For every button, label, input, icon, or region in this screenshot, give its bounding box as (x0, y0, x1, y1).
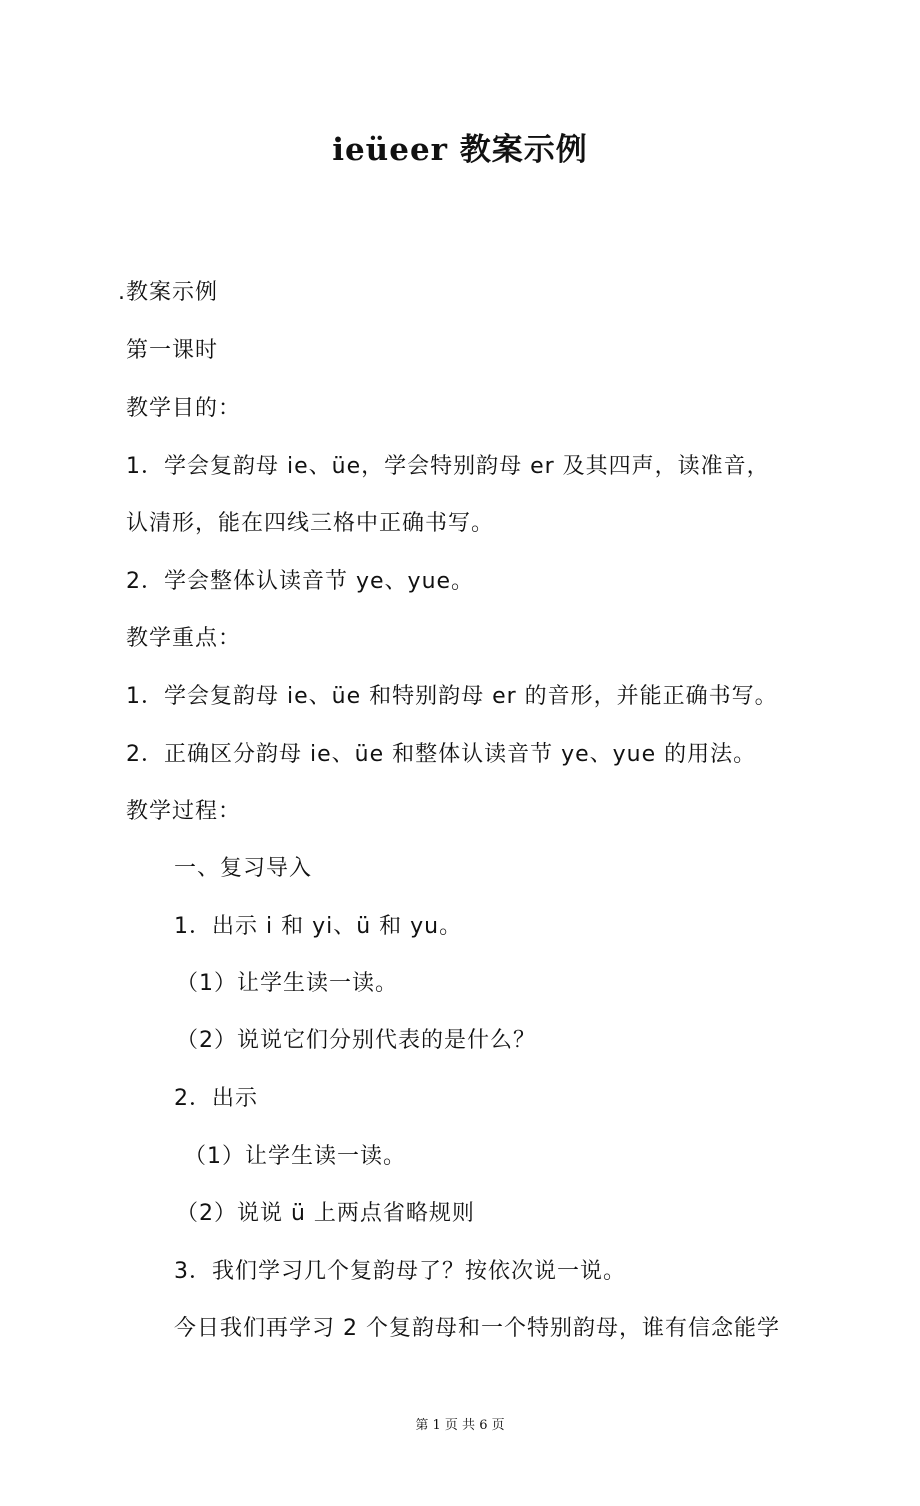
lesson-period: 第一课时 (126, 338, 219, 363)
goal-item-2: 2．学会整体认读音节 ye、yue。 (126, 569, 475, 594)
step-1: 1．出示 i 和 yi、ü 和 yu。 (174, 914, 463, 939)
document-title: ieüeer 教案示例 (332, 132, 588, 168)
focus-item-1: 1．学会复韵母 ie、üe 和特别韵母 er 的音形，并能正确书写。 (126, 684, 778, 709)
page-number-footer: 第 1 页 共 6 页 (415, 1418, 505, 1433)
step-review-intro: 一、复习导入 (174, 856, 313, 881)
process-heading: 教学过程： (126, 799, 242, 824)
focus-item-2: 2．正确区分韵母 ie、üe 和整体认读音节 ye、yue 的用法。 (126, 742, 757, 767)
step-2-sub-1: （1）让学生读一读。 (184, 1144, 406, 1169)
goal-item-1: 1．学会复韵母 ie、üe，学会特别韵母 er 及其四声，读准音， (126, 454, 770, 479)
goal-item-1-continued: 认清形，能在四线三格中正确书写。 (126, 511, 495, 536)
goals-heading: 教学目的： (126, 396, 242, 421)
step-1-sub-1: （1）让学生读一读。 (176, 971, 398, 996)
step-3: 3．我们学习几个复韵母了？按依次说一说。 (174, 1259, 626, 1284)
step-1-sub-2: （2）说说它们分别代表的是什么？ (176, 1028, 536, 1053)
step-2: 2．出示 (174, 1086, 258, 1111)
section-heading: .教案示例 (118, 280, 218, 305)
focus-heading: 教学重点： (126, 626, 242, 651)
step-3-continued: 今日我们再学习 2 个复韵母和一个特别韵母，谁有信念能学 (174, 1316, 780, 1341)
step-2-sub-2: （2）说说 ü 上两点省略规则 (176, 1201, 475, 1226)
